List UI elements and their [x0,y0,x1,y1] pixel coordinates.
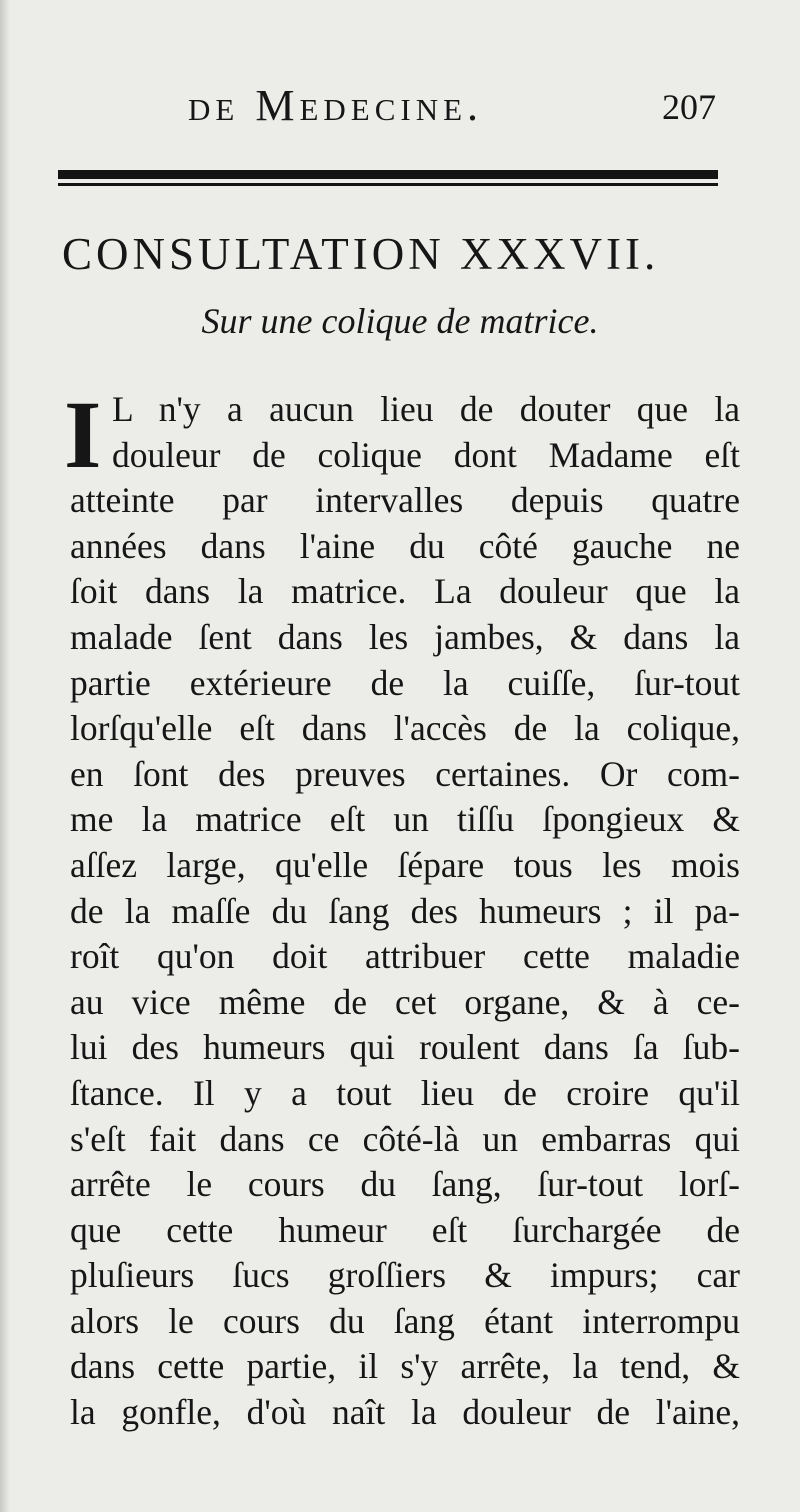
page-number: 207 [662,87,716,127]
body-line: de la maſſe du ſang des humeurs ; il pa- [70,890,740,931]
consultation-subheading: Sur une colique de matrice. [201,301,599,341]
body-line: alors le cours du ſang étant interrompu [70,1300,740,1341]
page-edge-shadow [0,0,10,1512]
body-line: douleur de colique dont Madame eſt [112,434,740,475]
running-head [0,74,800,134]
body-line: au vice même de cet organe, & à ce- [70,981,740,1022]
body-line: arrête le cours du ſang, ſur-tout lorſ- [70,1164,740,1205]
body-line: atteinte par intervalles depuis quatre [70,480,740,521]
header-rule [58,170,718,188]
body-line: malade ſent dans les jambes, & dans la [70,616,740,657]
body-line: s'eſt fait dans ce côté-là un embarras qui [70,1118,740,1159]
consultation-heading: CONSULTATION XXXVII. [62,229,660,279]
drop-cap: I [64,381,102,488]
body-text [70,387,740,1436]
body-line: dans cette partie, il s'y arrête, la tend, & [70,1346,740,1387]
header-rule-thick [58,170,718,179]
body-line: roît qu'on doit attribuer cette maladie [70,936,740,977]
body-line: lorſqu'elle eſt dans l'accès de la colique, [70,708,740,749]
body-line: la gonfle, d'où naît la douleur de l'aine, [70,1392,740,1433]
body-line: lui des humeurs qui roulent dans ſa ſub- [70,1027,740,1068]
body-line: L n'y a aucun lieu de douter que la [112,389,740,429]
body-line: que cette humeur eſt ſurchargée de [70,1209,740,1250]
body-line: en ſont des preuves certaines. Or com- [70,753,740,794]
running-title: de Medecine. [188,81,484,130]
body-line: partie extérieure de la cuiſſe, ſur-tout [70,662,740,703]
body-line: pluſieurs ſucs groſſiers & impurs; car [70,1255,740,1296]
body-line: années dans l'aine du côté gauche ne [70,525,740,566]
body-line: aſſez large, qu'elle ſépare tous les mois [70,844,740,885]
header-rule-thin [58,183,718,186]
body-line: me la matrice eſt un tiſſu ſpongieux & [70,799,740,840]
body-line: ſoit dans la matrice. La douleur que la [70,571,740,612]
body-line: ſtance. Il y a tout lieu de croire qu'il [70,1072,740,1113]
